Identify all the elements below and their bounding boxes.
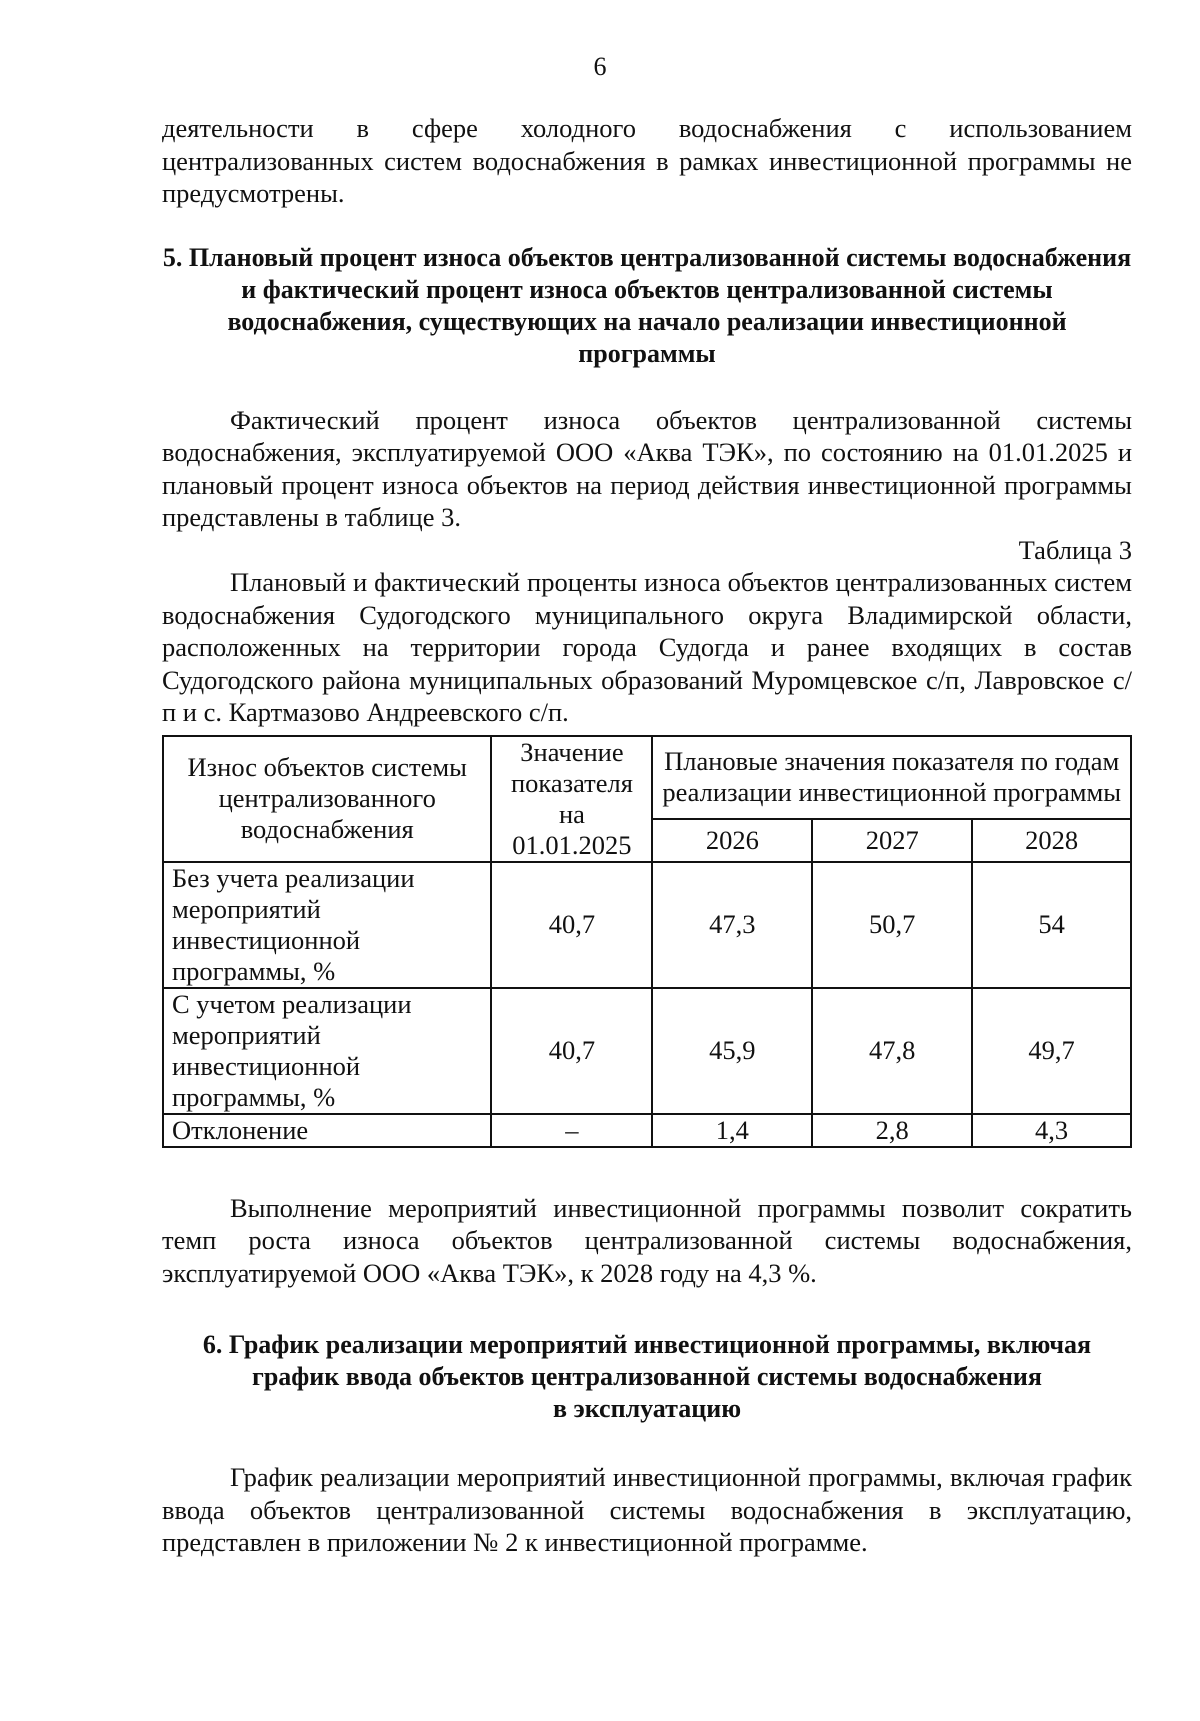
header-year-2027: 2027 bbox=[812, 819, 972, 862]
cell-2027: 50,7 bbox=[812, 862, 972, 988]
header-base-value: Значение показателя на 01.01.2025 bbox=[491, 736, 652, 862]
header-year-2028: 2028 bbox=[972, 819, 1131, 862]
cell-2026: 1,4 bbox=[652, 1114, 812, 1147]
table-row bbox=[163, 988, 1131, 1114]
cell-2027: 47,8 bbox=[812, 988, 972, 1114]
cell-2026: 45,9 bbox=[652, 988, 812, 1114]
section-6-heading bbox=[162, 1329, 1132, 1425]
section-5-paragraph: Фактический процент износа объектов централизованной системы водоснабжения, эксплуатируемой ООО «Аква ТЭК», по состоянию на 01.01.2025 и плановый процент износа объектов на период действия инвестиционной программы представлены в таблице 3. bbox=[162, 404, 1132, 532]
header-year-2026: 2026 bbox=[652, 819, 812, 862]
cell-2028: 49,7 bbox=[972, 988, 1131, 1114]
row-label: С учетом реализации мероприятий инвестиционной программы, % bbox=[163, 988, 491, 1114]
header-planned-values: Плановые значения показателя по годам реализации инвестиционной программы bbox=[652, 736, 1131, 819]
table-row bbox=[163, 1114, 1131, 1147]
cell-2028: 54 bbox=[972, 862, 1131, 988]
after-table-paragraph: Выполнение мероприятий инвестиционной программы позволит сократить темп роста износа объектов централизованной системы водоснабжения, эксплуатируемой ООО «Аква ТЭК», к 2028 году на 4,3 %. bbox=[162, 1192, 1132, 1288]
section-6-heading-line-1: 6. График реализации мероприятий инвестиционной программы, включая bbox=[202, 1330, 1092, 1359]
row-label: Отклонение bbox=[163, 1114, 491, 1147]
document-body bbox=[162, 112, 1132, 1559]
section-6-heading-line-3: в эксплуатацию bbox=[552, 1394, 742, 1423]
cell-base: 40,7 bbox=[491, 862, 652, 988]
page-number: 6 bbox=[593, 52, 607, 81]
cell-base: – bbox=[491, 1114, 652, 1147]
table-label: Таблица 3 bbox=[1018, 534, 1132, 565]
cell-2028: 4,3 bbox=[972, 1114, 1131, 1147]
section-6-heading-line-2: график ввода объектов централизованной системы водоснабжения bbox=[252, 1362, 1042, 1391]
row-label: Без учета реализации мероприятий инвестиционной программы, % bbox=[163, 862, 491, 988]
table-header-row bbox=[163, 736, 1131, 819]
section-5-heading: 5. Плановый процент износа объектов централизованной системы водоснабжения и фактический процент износа объектов централизованной системы водоснабжения, существующих на начало реализации инвестиционной программы bbox=[162, 242, 1132, 368]
table-row bbox=[163, 862, 1131, 988]
wear-table bbox=[162, 735, 1132, 1148]
section-6-paragraph: График реализации мероприятий инвестиционной программы, включая график ввода объектов централизованной системы водоснабжения в эксплуатацию, представлен в приложении № 2 к инвестиционной программе. bbox=[162, 1462, 1132, 1557]
table-caption: Плановый и фактический проценты износа объектов централизованных систем водоснабжения Судогодского муниципального округа Владимирской области, расположенных на территории города Судогда и ранее входящих в состав Судогодского района муниципальных образований Муромцевское с/п, Лавровское с/п и с. Картмазово Андреевского с/п. bbox=[162, 567, 1132, 727]
cell-2027: 2,8 bbox=[812, 1114, 972, 1147]
header-wear-objects: Износ объектов системы централизованного водоснабжения bbox=[163, 736, 491, 862]
cell-2026: 47,3 bbox=[652, 862, 812, 988]
cell-base: 40,7 bbox=[491, 988, 652, 1114]
intro-paragraph: деятельности в сфере холодного водоснабжения с использованием централизованных систем водоснабжения в рамках инвестиционной программы не предусмотрены. bbox=[162, 113, 1132, 208]
